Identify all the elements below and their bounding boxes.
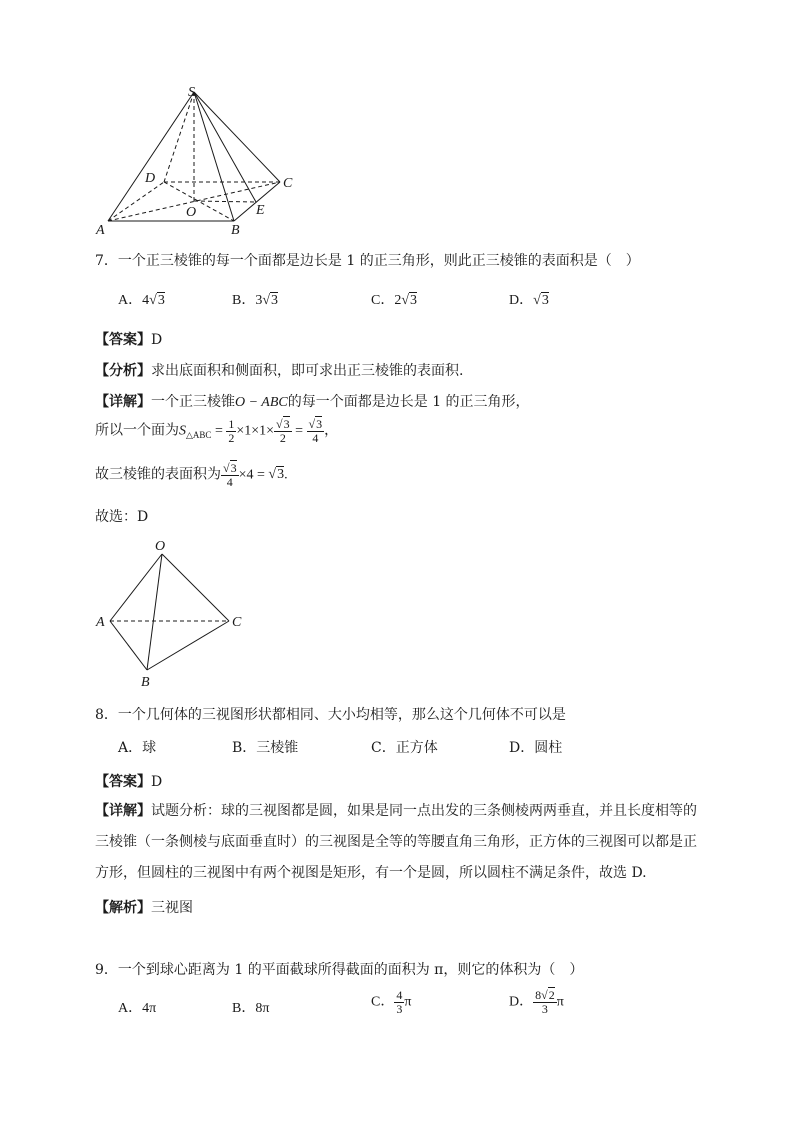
q8-answer-value: D [151, 774, 163, 790]
q8-analysis [95, 897, 193, 917]
frac-half-den: 2 [228, 430, 235, 445]
q9-option-a-text: 4π [142, 1001, 157, 1016]
q9-stem-text: 一个到球心距离为 1 的平面截球所得截面的面积为 π，则它的体积为（ ） [117, 962, 584, 978]
label-B: B [231, 223, 240, 238]
edge-SA [108, 92, 197, 221]
q7-option-c[interactable] [371, 289, 417, 309]
q9-number: 9． [95, 962, 118, 978]
label-O: O [186, 205, 197, 220]
q7-detail-line1 [95, 391, 530, 411]
q8-answer-tag: 【答案】 [95, 774, 151, 790]
figure-tetrahedron [92, 534, 262, 694]
q8-answer [95, 771, 162, 791]
q7-detail-l2a: 所以一个面为 [95, 423, 179, 439]
edge-SD [164, 92, 194, 182]
q7-result-sqrt: √3 [268, 467, 285, 483]
q8-option-b-label: B． [232, 740, 257, 756]
q7-stem-text: 一个正三棱锥的每一个面都是边长是 1 的正三角形，则此正三棱锥的表面积是（ ） [117, 253, 640, 269]
edge-AB [110, 621, 147, 670]
q9-option-d[interactable] [509, 989, 564, 1015]
label-S: S [188, 85, 195, 100]
q7-detail-tag: 【详解】 [95, 394, 151, 410]
q7-answer [95, 329, 162, 349]
label-A: A [96, 223, 105, 238]
q8-option-b-text: 三棱锥 [256, 740, 299, 756]
q7-detail-l3-end: . [284, 467, 288, 483]
q7-option-d-label: D． [509, 293, 534, 308]
q7-analysis-text: 求出底面积和侧面积，即可求出正三棱锥的表面积. [151, 363, 464, 379]
q7-detail-l1b: 的每一个面都是边长是 1 的正三角形， [287, 394, 530, 410]
q7-option-c-label: C． [371, 293, 395, 308]
q8-option-a[interactable] [118, 737, 156, 757]
q8-detail-l1-text: 试题分析：球的三视图都是圆，如果是同一点出发的三条侧棱两两垂直，并且长度相等的 [151, 803, 697, 819]
label-E: E [256, 203, 265, 218]
label-C: C [232, 615, 242, 630]
q7-detail-line3 [95, 462, 288, 488]
q8-option-a-label: A． [118, 740, 143, 756]
frac-8r2-rad: 2 [548, 988, 555, 1002]
q8-detail-line3: 方形，但圆柱的三视图中有两个视图是矩形，有一个是圆，所以圆柱不满足条件，故选 D. [95, 865, 647, 881]
q8-option-b[interactable] [232, 737, 298, 757]
label-B: B [141, 675, 150, 690]
q7-option-a[interactable] [118, 289, 165, 309]
frac-r3-2-num: 3 [283, 417, 290, 431]
q7-stem [95, 250, 640, 270]
q7-detail-l3a: 故三棱锥的表面积为 [95, 467, 221, 483]
label-A: A [96, 615, 105, 630]
q9-option-b[interactable] [232, 997, 269, 1017]
q8-analysis-text: 三视图 [151, 900, 193, 916]
q8-stem-text: 一个几何体的三视图形状都相同、大小均相等，那么这个几何体不可以是 [117, 707, 566, 723]
q7-conclusion: 故选：D [95, 509, 149, 525]
edge-BC [147, 621, 229, 670]
q9-option-b-label: B． [232, 1001, 256, 1016]
q7-detail-S: S [179, 423, 186, 439]
q7-detail-S-sub: △ABC [186, 430, 212, 441]
q9-stem [95, 959, 583, 979]
q7-detail-l1a: 一个正三棱锥 [151, 394, 235, 410]
q8-option-d[interactable] [509, 737, 562, 757]
frac-8root2-thirds: $\frac{8√2}{3}$ [535, 988, 555, 1016]
q9-option-b-text: 8π [255, 1001, 270, 1016]
edge-SB [194, 92, 234, 221]
q7-result-rad: 3 [277, 467, 285, 483]
q7-detail-eq1: = [214, 423, 223, 439]
frac-4-3-num: 4 [396, 988, 403, 1002]
frac-r3-2-den: 2 [279, 430, 286, 445]
q7-option-b-coef: 3 [255, 293, 263, 308]
q8-detail [95, 796, 697, 889]
q7-answer-tag: 【答案】 [95, 332, 151, 348]
q8-analysis-tag: 【解析】 [95, 900, 151, 916]
q7-analysis-tag: 【分析】 [95, 363, 151, 379]
q7-option-a-sqrt: √3 [149, 293, 165, 308]
label-C: C [283, 176, 293, 191]
segment-OE [194, 201, 256, 202]
frac-root3-over-2: $\frac{√3}{2}$ [276, 417, 290, 445]
q9-option-d-pi: π [556, 994, 564, 1010]
q8-option-c-label: C． [371, 740, 396, 756]
q7-option-c-rad: 3 [410, 293, 418, 308]
q7-option-b-label: B． [232, 293, 256, 308]
figure-pyramid [90, 82, 310, 242]
q7-detail-times4: ×4 = [238, 467, 265, 483]
q7-detail-pyramid: O − ABC [235, 395, 288, 410]
q7-option-d-rad: 3 [541, 293, 549, 308]
q8-detail-tag: 【详解】 [95, 803, 151, 819]
frac-root3-over-4: $\frac{√3}{4}$ [308, 417, 323, 445]
q8-stem [95, 704, 566, 724]
frac-r3-4-den: 4 [312, 430, 319, 445]
edge-OC [162, 554, 229, 621]
q7-option-d[interactable] [509, 289, 549, 309]
q7-detail-l2-end: ， [324, 423, 339, 439]
q9-option-a[interactable] [118, 997, 156, 1017]
q8-number: 8． [95, 707, 118, 723]
q7-number: 7． [95, 253, 118, 269]
frac-one-half [226, 418, 236, 444]
q7-option-b-sqrt: √3 [262, 293, 279, 308]
q8-option-d-text: 圆柱 [534, 740, 563, 756]
frac-r3-4-num: 3 [316, 417, 323, 431]
q7-option-a-label: A． [118, 293, 143, 308]
q7-option-c-sqrt: √3 [401, 293, 418, 308]
q8-detail-line1 [95, 796, 697, 827]
edge-OB [147, 554, 162, 670]
q7-answer-value: D [151, 332, 163, 348]
label-D: D [145, 171, 156, 186]
q7-detail-times: ×1×1× [236, 423, 275, 439]
q7-option-a-coef: 4 [142, 293, 150, 308]
q7-option-b[interactable] [232, 289, 278, 309]
q7-option-a-rad: 3 [157, 293, 165, 308]
q8-option-a-text: 球 [142, 740, 157, 756]
frac-four-thirds [394, 989, 404, 1015]
q9-option-d-label: D． [509, 994, 534, 1010]
q7-detail-line2 [95, 418, 338, 444]
q9-option-c[interactable] [371, 989, 411, 1015]
q7-analysis [95, 360, 463, 380]
q8-detail-line2: 三棱锥（一条侧棱与底面垂直时）的三视图是全等的等腰直角三角形，正方体的三视图可以都是正 [95, 834, 697, 850]
q8-option-d-label: D． [509, 740, 535, 756]
label-O: O [155, 539, 166, 554]
frac-root3-over-4-total: $\frac{√3}{4}$ [223, 461, 237, 489]
q9-option-c-pi: π [404, 994, 412, 1010]
frac-total-den: 4 [226, 474, 233, 489]
q8-option-c-text: 正方体 [395, 740, 438, 756]
frac-4-3-den: 3 [396, 1001, 403, 1016]
q9-option-a-label: A． [118, 1001, 143, 1016]
frac-8r2-coef: 8 [535, 988, 542, 1002]
frac-8r2-den: 3 [541, 1001, 548, 1016]
frac-total-num: 3 [230, 461, 237, 475]
q7-option-d-sqrt: √3 [533, 293, 549, 308]
q8-option-c[interactable] [371, 737, 438, 757]
frac-half-num: 1 [228, 417, 235, 431]
q7-detail-eq2: = [295, 423, 304, 439]
q7-option-b-rad: 3 [271, 293, 279, 308]
q9-option-c-label: C． [371, 994, 395, 1010]
q7-option-c-coef: 2 [394, 293, 402, 308]
